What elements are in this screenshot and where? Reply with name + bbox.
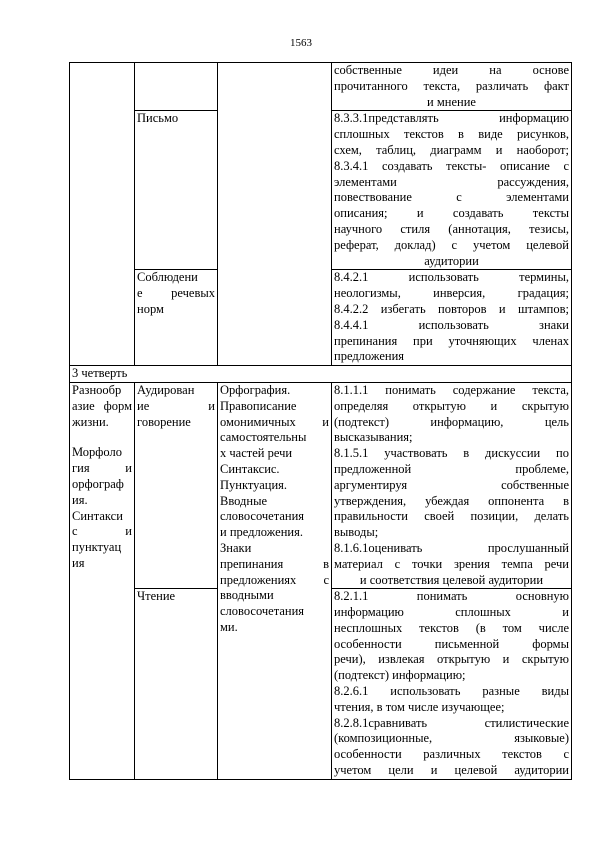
topic-line: словосочетания xyxy=(220,509,305,524)
objective-line: 8.3.4.1 создавать тексты- описание с xyxy=(334,158,569,173)
objective-line: 8.1.5.1 участвовать в дискуссии по xyxy=(334,446,569,461)
objectives-cell xyxy=(332,111,572,270)
table-row xyxy=(70,366,572,383)
objective-line: утверждения, убеждая оппонента в xyxy=(334,493,569,508)
theme-line: жизни. xyxy=(72,414,109,429)
objective-line: элементами рассуждения, xyxy=(334,174,569,189)
objective-line: аргументируя собственные xyxy=(334,477,569,492)
objective-line: 8.2.1.1 понимать основную xyxy=(334,589,569,604)
topic-cell-empty xyxy=(218,63,332,366)
table-row xyxy=(70,382,572,588)
objective-line: определяя открытую и скрытую xyxy=(334,398,569,413)
skill-cell xyxy=(135,589,218,780)
objectives-cell xyxy=(332,270,572,366)
topic-line: предложениях с xyxy=(220,572,329,587)
skill-label: Соблюдени xyxy=(137,270,198,285)
objective-line: описания; и создавать тексты xyxy=(334,206,569,221)
topic-line: х частей речи xyxy=(220,446,293,461)
skill-cell-empty xyxy=(135,63,218,111)
topic-line: Правописание xyxy=(220,398,297,413)
skill-cell xyxy=(135,382,218,588)
skill-cell xyxy=(135,111,218,270)
objective-line: 8.4.4.1 использовать знаки xyxy=(334,317,569,332)
theme-line: ия. xyxy=(72,492,88,507)
topic-line: вводными xyxy=(220,588,274,603)
topic-line: самостоятельны xyxy=(220,430,307,445)
objective-line: собственные идеи на основе xyxy=(334,63,569,77)
theme-cell-empty xyxy=(70,63,135,366)
objective-line: аудитории xyxy=(424,253,479,268)
topic-line: Синтаксис. xyxy=(220,461,280,476)
objectives-cell xyxy=(332,589,572,780)
objective-line: несплошных текстов (в том числе xyxy=(334,620,569,635)
objective-line: предложенной проблеме, xyxy=(334,461,569,476)
objective-line: 8.4.2.2 избегать повторов и штампов; xyxy=(334,301,569,316)
objective-line: (подтекст) информацию; xyxy=(334,668,466,683)
objective-line: особенности письменной формы xyxy=(334,636,569,651)
topic-line: препинания в xyxy=(220,556,329,571)
objectives-cell xyxy=(332,63,572,111)
theme-cell xyxy=(70,382,135,779)
objective-line: выводы; xyxy=(334,525,379,540)
objective-line: повествование с элементами xyxy=(334,190,569,205)
objective-line: особенности различных текстов с xyxy=(334,747,569,762)
theme-line: с и xyxy=(72,524,132,539)
topic-line: и предложения. xyxy=(220,525,303,540)
theme-line: гия и xyxy=(72,461,132,476)
table-row xyxy=(70,63,572,111)
topic-line: омонимичных и xyxy=(220,414,329,429)
objective-line: препинания при уточняющих членах xyxy=(334,333,569,348)
skill-label: ие и xyxy=(137,398,215,413)
page-number: 1563 xyxy=(290,37,312,49)
theme-line: азие форм xyxy=(72,398,132,413)
theme-line: Морфоло xyxy=(72,445,122,460)
theme-line: Синтакси xyxy=(72,508,123,523)
objective-line: 8.1.1.1 понимать содержание текста, xyxy=(334,382,569,397)
objective-line: 8.4.2.1 использовать термины, xyxy=(334,270,569,285)
theme-line: орфограф xyxy=(72,476,124,491)
objective-line: 8.2.6.1 использовать разные виды xyxy=(334,684,569,699)
topic-line: Знаки xyxy=(220,540,252,555)
objective-line: схем, таблиц, диаграмм и наоборот; xyxy=(334,142,569,157)
objectives-cell xyxy=(332,382,572,588)
skill-label: Письмо xyxy=(137,111,179,126)
objective-line: реферат, доклад) с учетом целевой xyxy=(334,237,569,252)
objective-line: правильности своей позиции, делать xyxy=(334,509,569,524)
objective-line: 8.2.8.1сравнивать стилистические xyxy=(334,715,569,730)
skill-label: Аудирован xyxy=(137,382,195,397)
objective-line: учетом цели и целевой аудитории xyxy=(334,763,569,778)
quarter-label: 3 четверть xyxy=(72,366,128,381)
objective-line: предложения xyxy=(334,349,405,364)
objective-line: (композиционные, языковые) xyxy=(334,731,569,746)
objective-line: (подтекст) информацию, цель xyxy=(334,414,569,429)
objective-line: 8.3.3.1представлять информацию xyxy=(334,111,569,126)
topic-line: словосочетания xyxy=(220,604,305,619)
objective-line: материал с точки зрения темпа речи xyxy=(334,556,569,571)
objective-line: научного стиля (аннотация, тезисы, xyxy=(334,221,569,236)
objective-line: чтения, в том числе изучающее; xyxy=(334,699,505,714)
curriculum-table xyxy=(69,62,572,780)
skill-cell xyxy=(135,270,218,366)
objective-line: высказывания; xyxy=(334,430,413,445)
topic-line: Вводные xyxy=(220,493,268,508)
quarter-header xyxy=(70,366,572,383)
topic-line: Орфография. xyxy=(220,382,291,397)
theme-line: пунктуац xyxy=(72,540,122,555)
skill-label: е речевых xyxy=(137,286,215,301)
theme-gap xyxy=(72,430,132,445)
objective-line: и мнение xyxy=(427,94,476,109)
theme-line: Разнообр xyxy=(72,382,122,397)
skill-label: норм xyxy=(137,301,164,316)
objective-line: речи), извлекая открытую и скрытую xyxy=(334,652,569,667)
objective-line: сплошных текстов в виде рисунков, xyxy=(334,127,569,142)
objective-line: прочитанного текста, различать факт xyxy=(334,78,569,93)
objective-line: неологизмы, инверсия, градация; xyxy=(334,286,569,301)
objective-line: информацию сплошных и xyxy=(334,605,569,620)
theme-line: ия xyxy=(72,555,85,570)
topic-cell xyxy=(218,382,332,779)
skill-label: говорение xyxy=(137,414,191,429)
topic-line: Пунктуация. xyxy=(220,477,288,492)
skill-label: Чтение xyxy=(137,589,176,604)
objective-line: и соответствия целевой аудитории xyxy=(359,572,544,587)
objective-line: 8.1.6.1оценивать прослушанный xyxy=(334,540,569,555)
topic-line: ми. xyxy=(220,619,238,634)
